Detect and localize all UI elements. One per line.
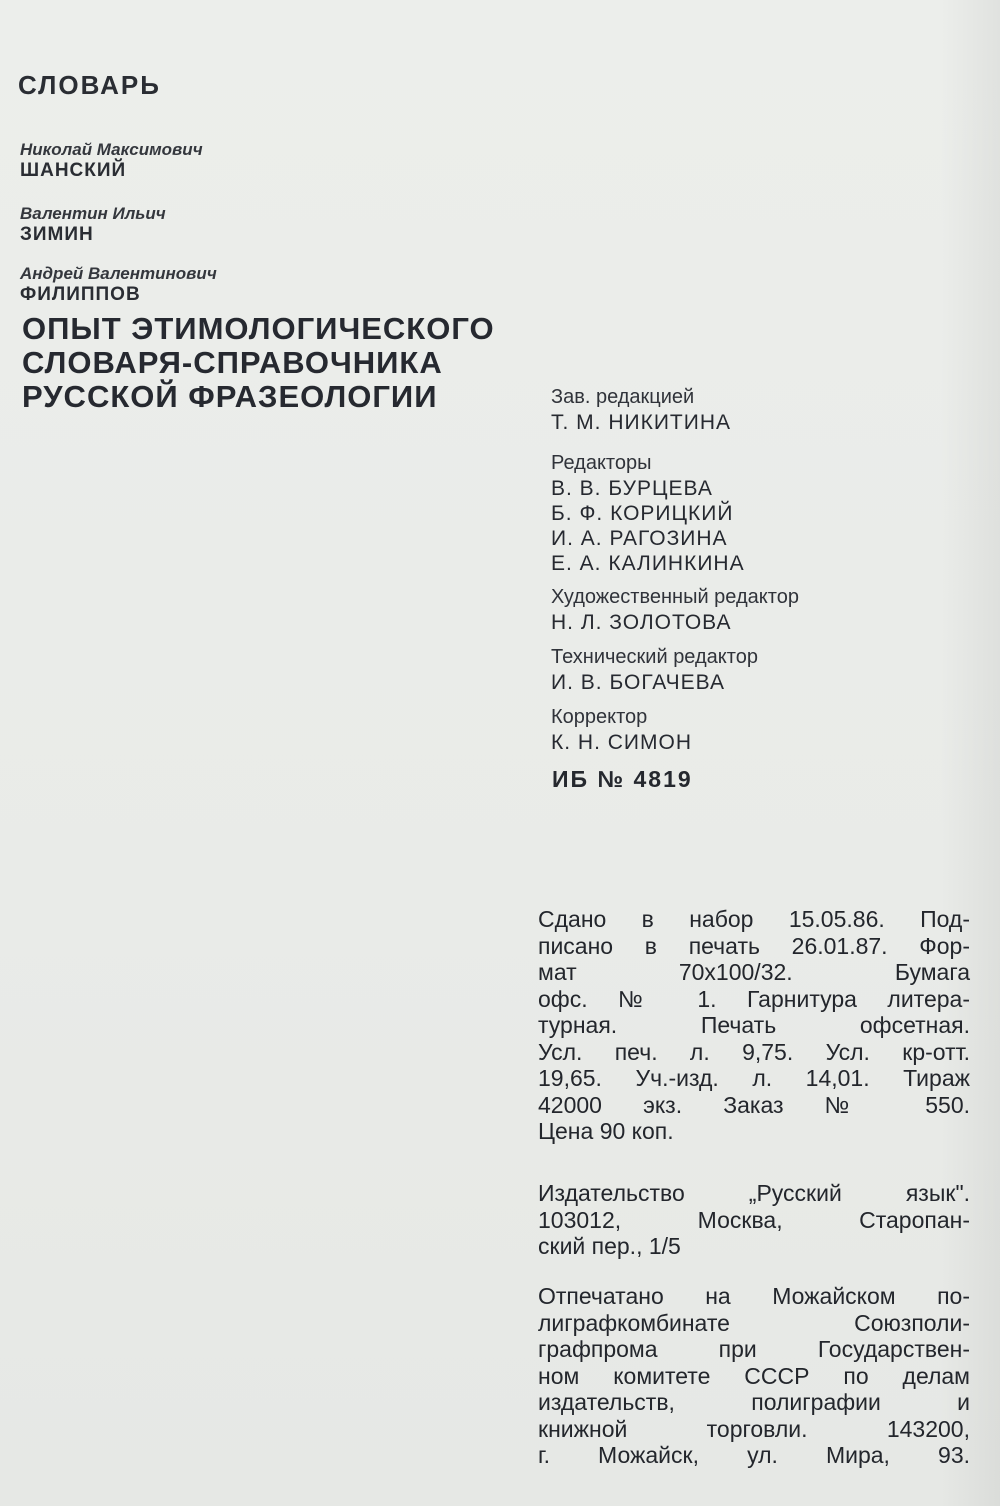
- author-family-name: ШАНСКИЙ: [20, 160, 127, 181]
- staff-art-editor: [551, 584, 799, 635]
- book-title: [22, 312, 542, 414]
- author-2: [20, 204, 166, 246]
- imprint-line: Усл. печ. л. 9,75. Усл. кр-отт.: [538, 1038, 970, 1065]
- staff-name: К. Н. СИМОН: [551, 731, 692, 754]
- imprint-line: ном комитете СССР по делам: [538, 1362, 970, 1389]
- author-family-name: ЗИМИН: [20, 224, 94, 245]
- imprint-line: 19,65. Уч.-изд. л. 14,01. Тираж: [538, 1065, 970, 1091]
- title-line: ОПЫТ ЭТИМОЛОГИЧЕСКОГО: [22, 311, 495, 346]
- author-given-name: Андрей Валентинович: [20, 264, 217, 283]
- series-label: СЛОВАРЬ: [18, 70, 161, 100]
- imprint-line: турная. Печать офсетная.: [538, 1012, 970, 1038]
- author-1: [20, 140, 203, 182]
- staff-role: Художественный редактор: [551, 586, 799, 608]
- staff-role: Корректор: [551, 706, 648, 728]
- staff-editors: [551, 450, 745, 576]
- staff-name: И. А. РАГОЗИНА: [551, 527, 728, 550]
- imprint-line: книжной торговли. 143200,: [538, 1415, 970, 1442]
- staff-name: Б. Ф. КОРИЦКИЙ: [551, 502, 734, 525]
- staff-name: Т. М. НИКИТИНА: [551, 411, 732, 434]
- ib-number: ИБ № 4819: [552, 766, 693, 792]
- imprint-line: ский пер., 1/5: [538, 1233, 681, 1259]
- staff-role: Редакторы: [551, 452, 652, 474]
- staff-name: В. В. БУРЦЕВА: [551, 477, 713, 500]
- imprint-line: графпрома при Государствен-: [538, 1336, 970, 1362]
- staff-role: Зав. редакцией: [551, 386, 695, 408]
- imprint-line: мат 70x100/32. Бумага: [538, 959, 970, 985]
- imprint-line: офс. № 1. Гарнитура литера-: [538, 985, 970, 1012]
- staff-name: И. В. БОГАЧЕВА: [551, 671, 725, 694]
- author-given-name: Николай Максимович: [20, 140, 203, 159]
- author-given-name: Валентин Ильич: [20, 204, 166, 223]
- staff-role: Технический редактор: [551, 646, 758, 668]
- staff-name: Е. А. КАЛИНКИНА: [551, 552, 745, 575]
- imprint-line: лиграфкомбинате Союзполи-: [538, 1309, 970, 1336]
- staff-technical-editor: [551, 644, 758, 695]
- imprint-line: издательств, полиграфии и: [538, 1389, 970, 1415]
- author-3: [20, 264, 217, 306]
- imprint-line: Издательство „Русский язык".: [538, 1180, 970, 1206]
- staff-name: Н. Л. ЗОЛОТОВА: [551, 611, 732, 634]
- title-line: РУССКОЙ ФРАЗЕОЛОГИИ: [22, 379, 438, 414]
- imprint-line: Цена 90 коп.: [538, 1118, 674, 1144]
- imprint-line: г. Можайск, ул. Мира, 93.: [538, 1442, 970, 1468]
- staff-head-of-department: [551, 384, 731, 435]
- imprint-line: писано в печать 26.01.87. Фор-: [538, 932, 970, 959]
- title-line: СЛОВАРЯ-СПРАВОЧНИКА: [22, 345, 443, 380]
- author-family-name: ФИЛИППОВ: [20, 284, 141, 305]
- printer-details: [538, 1283, 970, 1469]
- imprint-line: 42000 экз. Заказ № 550.: [538, 1091, 970, 1118]
- imprint-line: Отпечатано на Можайском по-: [538, 1283, 970, 1309]
- production-details: [538, 906, 970, 1145]
- imprint-line: 103012, Москва, Старопан-: [538, 1206, 970, 1233]
- staff-proofreader: [551, 704, 692, 755]
- publisher-details: [538, 1180, 970, 1260]
- imprint-line: Сдано в набор 15.05.86. Под-: [538, 906, 970, 932]
